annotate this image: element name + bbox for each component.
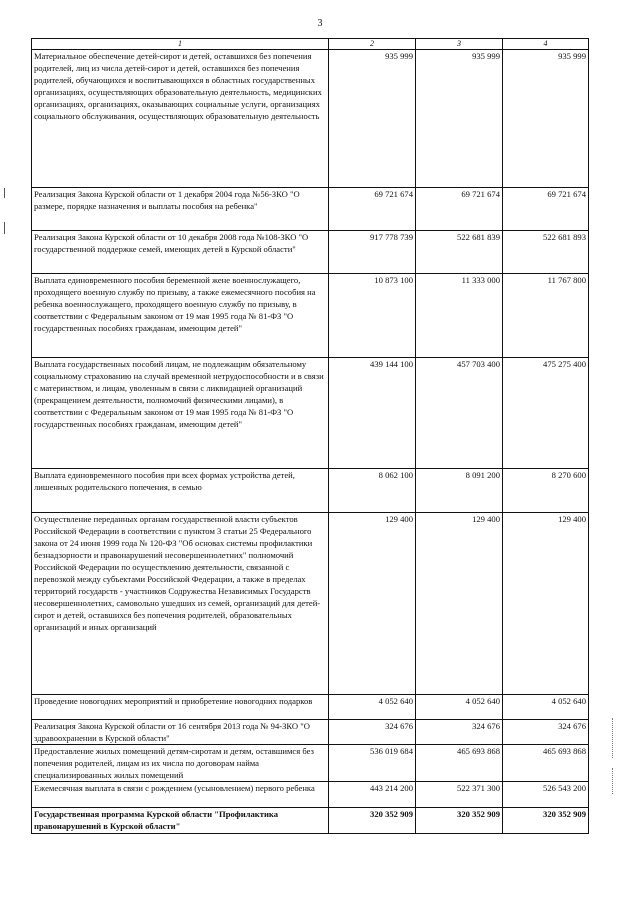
value-cell: 324 676 bbox=[416, 720, 503, 745]
value-cell: 465 693 868 bbox=[416, 745, 503, 782]
row-name: Выплата единовременного пособия беременной жене военнослужащего, проходящего военную службу по призыву, а также ежемесячного пособия на ребенка военнослужащего, проходящего военную службу по призыву, в соответствии с Федеральным законом от 19 мая 1995 года № 81-ФЗ "О государственных пособиях гражданам, имеющим детей" bbox=[32, 274, 329, 358]
left-margin-mark bbox=[4, 188, 5, 198]
table-row bbox=[32, 469, 589, 513]
value-cell: 11 333 000 bbox=[416, 274, 503, 358]
table-row bbox=[32, 274, 589, 358]
table-row bbox=[32, 358, 589, 469]
value-cell: 129 400 bbox=[416, 513, 503, 695]
value-cell: 320 352 909 bbox=[329, 808, 416, 834]
row-name: Осуществление переданных органам государственной власти субъектов Российской Федерации в соответствии с пунктом 3 статьи 25 Федерального закона от 24 июня 1999 года № 120-ФЗ "Об основах системы профилактики безнадзорности и правонарушений несовершеннолетних" полномочий Российской Федерации по осуществлению деятельности, связанной с перевозкой между субъектами Российской Федерации, а также в пределах территорий государств - участников Содружества Независимых Государств несовершеннолетних, самовольно ушедших из семей, организаций для детей-сирот и детей, оставшихся без попечения родителей, образовательных организаций и иных организаций bbox=[32, 513, 329, 695]
row-name: Выплата государственных пособий лицам, не подлежащим обязательному социальному страхованию на случай временной нетрудоспособности и в связи с материнством, и лицам, уволенным в связи с ликвидацией организаций (прекращением деятельности, полномочий физическими лицами), в соответствии с Федеральным законом от 19 мая 1995 года № 81-ФЗ "О государственных пособиях гражданам, имеющим детей" bbox=[32, 358, 329, 469]
value-cell: 8 270 600 bbox=[503, 469, 589, 513]
column-header: 4 bbox=[503, 39, 589, 50]
value-cell: 129 400 bbox=[503, 513, 589, 695]
value-cell: 8 062 100 bbox=[329, 469, 416, 513]
side-dotted-mark bbox=[612, 718, 616, 758]
table-row bbox=[32, 695, 589, 720]
value-cell: 443 214 200 bbox=[329, 782, 416, 808]
value-cell: 4 052 640 bbox=[416, 695, 503, 720]
table-row bbox=[32, 231, 589, 274]
value-cell: 457 703 400 bbox=[416, 358, 503, 469]
value-cell: 320 352 909 bbox=[416, 808, 503, 834]
row-name: Государственная программа Курской области "Профилактика правонарушений в Курской области" bbox=[32, 808, 329, 834]
value-cell: 475 275 400 bbox=[503, 358, 589, 469]
value-cell: 69 721 674 bbox=[416, 188, 503, 231]
value-cell: 935 999 bbox=[416, 50, 503, 188]
row-name: Ежемесячная выплата в связи с рождением (усыновлением) первого ребенка bbox=[32, 782, 329, 808]
value-cell: 465 693 868 bbox=[503, 745, 589, 782]
row-name: Выплата единовременного пособия при всех формах устройства детей, лишенных родительского попечения, в семью bbox=[32, 469, 329, 513]
budget-table bbox=[31, 38, 589, 834]
value-cell: 4 052 640 bbox=[503, 695, 589, 720]
table-header-row bbox=[32, 39, 589, 50]
row-name: Реализация Закона Курской области от 10 декабря 2008 года №108-ЗКО "О государственной поддержке семей, имеющих детей в Курской области" bbox=[32, 231, 329, 274]
table-row bbox=[32, 513, 589, 695]
value-cell: 324 676 bbox=[329, 720, 416, 745]
column-header: 3 bbox=[416, 39, 503, 50]
column-header: 2 bbox=[329, 39, 416, 50]
row-name: Материальное обеспечение детей-сирот и детей, оставшихся без попечения родителей, лиц из числа детей-сирот и детей, оставшихся без попечения родителей, обучающихся и воспитывающихся в областных государственных организациях, осуществляющих образовательную деятельность, медицинских организациях, организациях, оказывающих социальные услуги, организациях социального обслуживания, осуществляющих образовательную деятельность bbox=[32, 50, 329, 188]
table-row bbox=[32, 782, 589, 808]
value-cell: 320 352 909 bbox=[503, 808, 589, 834]
value-cell: 11 767 800 bbox=[503, 274, 589, 358]
value-cell: 522 371 300 bbox=[416, 782, 503, 808]
left-margin-mark bbox=[4, 222, 5, 234]
table-row-total bbox=[32, 808, 589, 834]
row-name: Реализация Закона Курской области от 1 декабря 2004 года №56-ЗКО "О размере, порядке назначения и выплаты пособия на ребенка" bbox=[32, 188, 329, 231]
value-cell: 917 778 739 bbox=[329, 231, 416, 274]
column-header: 1 bbox=[32, 39, 329, 50]
value-cell: 439 144 100 bbox=[329, 358, 416, 469]
value-cell: 69 721 674 bbox=[503, 188, 589, 231]
value-cell: 536 019 684 bbox=[329, 745, 416, 782]
value-cell: 129 400 bbox=[329, 513, 416, 695]
value-cell: 10 873 100 bbox=[329, 274, 416, 358]
table-row bbox=[32, 50, 589, 188]
value-cell: 526 543 200 bbox=[503, 782, 589, 808]
value-cell: 522 681 839 bbox=[416, 231, 503, 274]
page-number: 3 bbox=[317, 18, 323, 29]
row-name: Реализация Закона Курской области от 16 сентября 2013 года № 94-ЗКО "О здравоохранении в Курской области" bbox=[32, 720, 329, 745]
table-row bbox=[32, 745, 589, 782]
table-row bbox=[32, 188, 589, 231]
value-cell: 522 681 893 bbox=[503, 231, 589, 274]
value-cell: 935 999 bbox=[329, 50, 416, 188]
row-name: Проведение новогодних мероприятий и приобретение новогодних подарков bbox=[32, 695, 329, 720]
value-cell: 8 091 200 bbox=[416, 469, 503, 513]
value-cell: 324 676 bbox=[503, 720, 589, 745]
table-row bbox=[32, 720, 589, 745]
value-cell: 4 052 640 bbox=[329, 695, 416, 720]
row-name: Предоставление жилых помещений детям-сиротам и детям, оставшимся без попечения родителей, лицам из их числа по договорам найма специализированных жилых помещений bbox=[32, 745, 329, 782]
value-cell: 935 999 bbox=[503, 50, 589, 188]
value-cell: 69 721 674 bbox=[329, 188, 416, 231]
side-dotted-mark bbox=[612, 768, 616, 794]
